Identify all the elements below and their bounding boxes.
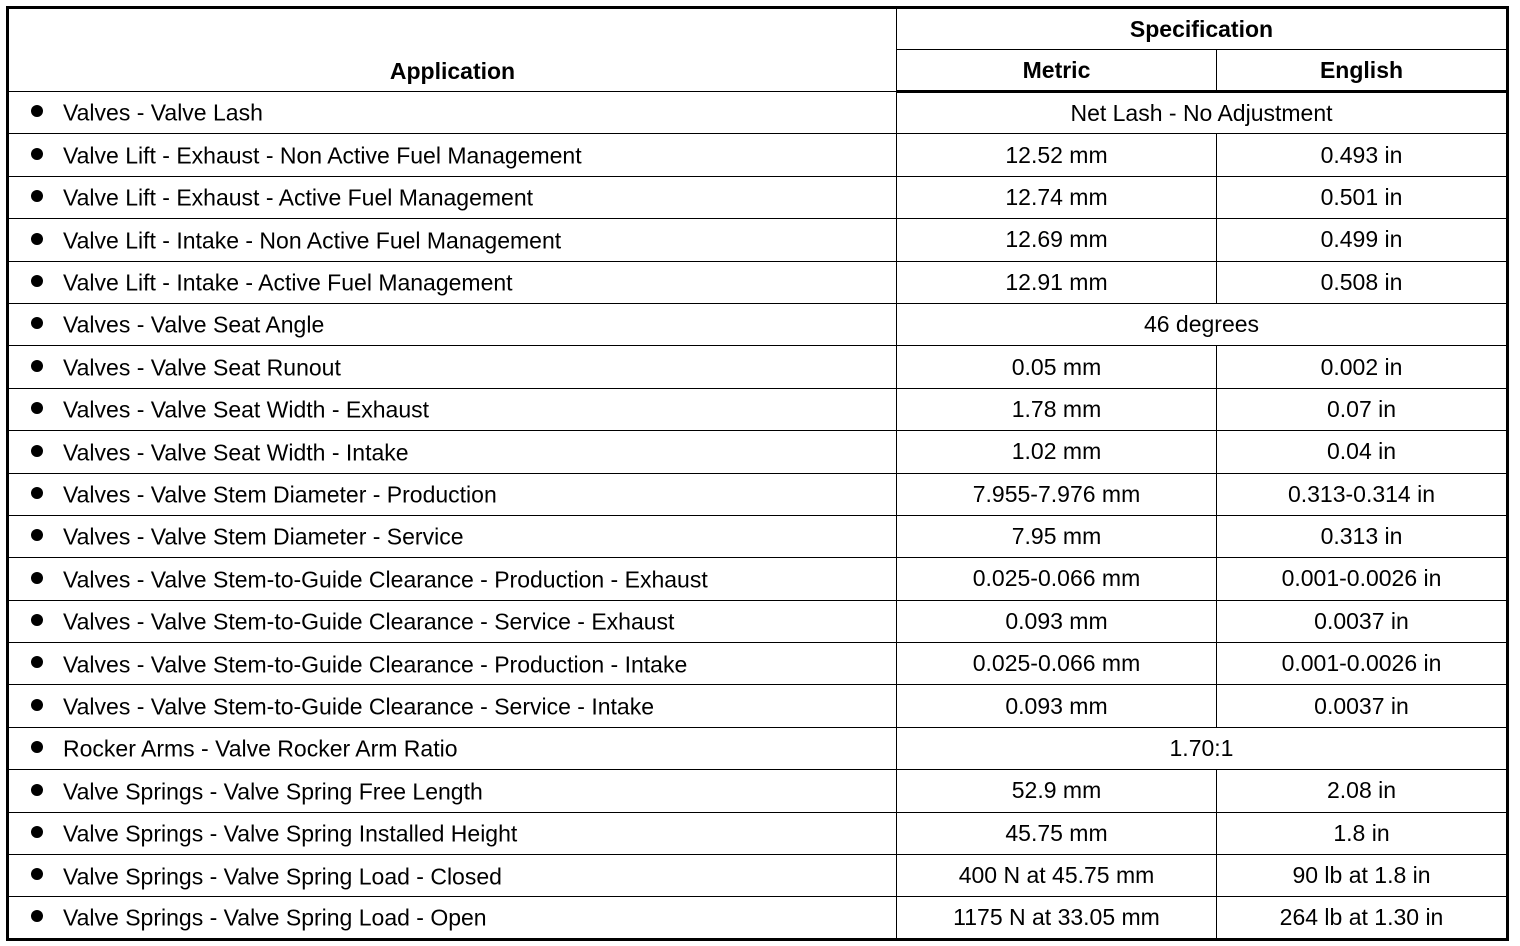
bullet-icon	[31, 784, 43, 796]
application-cell	[8, 431, 897, 473]
table-row	[8, 431, 1508, 473]
application-text: Valves - Valve Seat Angle	[63, 311, 325, 338]
combined-spec-cell: 1.70:1	[897, 727, 1508, 769]
english-cell: 1.8 in	[1217, 812, 1508, 854]
table-row	[8, 770, 1508, 812]
bullet-icon	[31, 190, 43, 202]
table-row	[8, 855, 1508, 897]
metric-cell: 0.093 mm	[897, 600, 1217, 642]
application-cell	[8, 134, 897, 176]
table-row	[8, 92, 1508, 134]
application-text: Valve Springs - Valve Spring Load - Closed	[63, 862, 502, 889]
metric-cell: 400 N at 45.75 mm	[897, 855, 1217, 897]
application-cell	[8, 685, 897, 727]
application-text: Valves - Valve Stem-to-Guide Clearance - Service - Intake	[63, 693, 654, 720]
english-cell: 0.0037 in	[1217, 600, 1508, 642]
table-row	[8, 600, 1508, 642]
application-text: Valve Lift - Intake - Non Active Fuel Management	[63, 227, 562, 254]
application-cell	[8, 261, 897, 303]
application-text: Valve Lift - Intake - Active Fuel Management	[63, 269, 513, 296]
metric-cell: 1175 N at 33.05 mm	[897, 897, 1217, 939]
application-cell	[8, 515, 897, 557]
metric-cell: 12.91 mm	[897, 261, 1217, 303]
metric-cell: 45.75 mm	[897, 812, 1217, 854]
application-cell	[8, 176, 897, 218]
english-cell: 0.493 in	[1217, 134, 1508, 176]
metric-cell: 1.02 mm	[897, 431, 1217, 473]
metric-cell: 0.025-0.066 mm	[897, 643, 1217, 685]
bullet-icon	[31, 529, 43, 541]
metric-cell: 12.52 mm	[897, 134, 1217, 176]
english-cell: 0.501 in	[1217, 176, 1508, 218]
table-row	[8, 219, 1508, 261]
table-row	[8, 261, 1508, 303]
application-column-header: Application	[8, 8, 897, 92]
application-cell	[8, 92, 897, 134]
table-row	[8, 134, 1508, 176]
application-cell	[8, 473, 897, 515]
combined-spec-cell: Net Lash - No Adjustment	[897, 92, 1508, 134]
application-text: Valve Lift - Exhaust - Non Active Fuel Management	[63, 142, 582, 169]
english-cell: 0.499 in	[1217, 219, 1508, 261]
table-row	[8, 346, 1508, 388]
application-text: Valves - Valve Stem-to-Guide Clearance - Production - Intake	[63, 650, 688, 677]
application-cell	[8, 388, 897, 430]
application-text: Valve Springs - Valve Spring Installed Height	[63, 820, 518, 847]
combined-spec-cell: 46 degrees	[897, 303, 1508, 345]
table-row	[8, 643, 1508, 685]
metric-cell: 52.9 mm	[897, 770, 1217, 812]
application-text: Valve Springs - Valve Spring Load - Open	[63, 904, 487, 931]
bullet-icon	[31, 910, 43, 922]
bullet-icon	[31, 317, 43, 329]
bullet-icon	[31, 826, 43, 838]
english-cell: 0.0037 in	[1217, 685, 1508, 727]
english-cell: 0.508 in	[1217, 261, 1508, 303]
application-cell	[8, 303, 897, 345]
table-row	[8, 515, 1508, 557]
bullet-icon	[31, 233, 43, 245]
table-row	[8, 727, 1508, 769]
application-text: Valves - Valve Stem Diameter - Service	[63, 523, 464, 550]
bullet-icon	[31, 572, 43, 584]
application-text: Rocker Arms - Valve Rocker Arm Ratio	[63, 735, 458, 762]
application-text: Valves - Valve Seat Width - Exhaust	[63, 396, 430, 423]
english-cell: 0.001-0.0026 in	[1217, 643, 1508, 685]
english-cell: 264 lb at 1.30 in	[1217, 897, 1508, 939]
metric-cell: 7.95 mm	[897, 515, 1217, 557]
table-row	[8, 303, 1508, 345]
application-text: Valves - Valve Stem-to-Guide Clearance - Production - Exhaust	[63, 566, 708, 593]
bullet-icon	[31, 699, 43, 711]
table-header	[8, 8, 1508, 92]
application-text: Valves - Valve Stem-to-Guide Clearance - Service - Exhaust	[63, 608, 675, 635]
application-cell	[8, 897, 897, 939]
bullet-icon	[31, 741, 43, 753]
metric-cell: 12.69 mm	[897, 219, 1217, 261]
english-cell: 0.07 in	[1217, 388, 1508, 430]
bullet-icon	[31, 275, 43, 287]
application-cell	[8, 727, 897, 769]
metric-cell: 12.74 mm	[897, 176, 1217, 218]
metric-cell: 0.025-0.066 mm	[897, 558, 1217, 600]
application-text: Valves - Valve Seat Width - Intake	[63, 439, 409, 466]
application-cell	[8, 346, 897, 388]
table-row	[8, 558, 1508, 600]
table-row	[8, 473, 1508, 515]
application-cell	[8, 770, 897, 812]
english-cell: 0.313 in	[1217, 515, 1508, 557]
bullet-icon	[31, 148, 43, 160]
application-cell	[8, 855, 897, 897]
application-cell	[8, 219, 897, 261]
bullet-icon	[31, 360, 43, 372]
english-cell: 0.001-0.0026 in	[1217, 558, 1508, 600]
application-text: Valves - Valve Stem Diameter - Production	[63, 481, 497, 508]
specification-column-header: Specification	[897, 8, 1508, 50]
metric-cell: 1.78 mm	[897, 388, 1217, 430]
english-cell: 90 lb at 1.8 in	[1217, 855, 1508, 897]
english-cell: 0.002 in	[1217, 346, 1508, 388]
application-text: Valve Lift - Exhaust - Active Fuel Management	[63, 184, 534, 211]
application-cell	[8, 812, 897, 854]
table-row	[8, 897, 1508, 939]
table-row	[8, 176, 1508, 218]
bullet-icon	[31, 105, 43, 117]
table-row	[8, 685, 1508, 727]
application-cell	[8, 600, 897, 642]
bullet-icon	[31, 868, 43, 880]
metric-cell: 7.955-7.976 mm	[897, 473, 1217, 515]
table-row	[8, 812, 1508, 854]
english-cell: 0.313-0.314 in	[1217, 473, 1508, 515]
table-body	[8, 92, 1508, 940]
bullet-icon	[31, 402, 43, 414]
application-text: Valves - Valve Lash	[63, 99, 263, 126]
bullet-icon	[31, 614, 43, 626]
bullet-icon	[31, 656, 43, 668]
application-cell	[8, 558, 897, 600]
metric-column-header: Metric	[897, 50, 1217, 92]
table-row	[8, 388, 1508, 430]
application-cell	[8, 643, 897, 685]
english-column-header: English	[1217, 50, 1508, 92]
application-text: Valve Springs - Valve Spring Free Length	[63, 778, 483, 805]
bullet-icon	[31, 487, 43, 499]
metric-cell: 0.05 mm	[897, 346, 1217, 388]
metric-cell: 0.093 mm	[897, 685, 1217, 727]
english-cell: 2.08 in	[1217, 770, 1508, 812]
english-cell: 0.04 in	[1217, 431, 1508, 473]
application-text: Valves - Valve Seat Runout	[63, 354, 341, 381]
bullet-icon	[31, 445, 43, 457]
valve-specifications-table	[6, 6, 1509, 941]
